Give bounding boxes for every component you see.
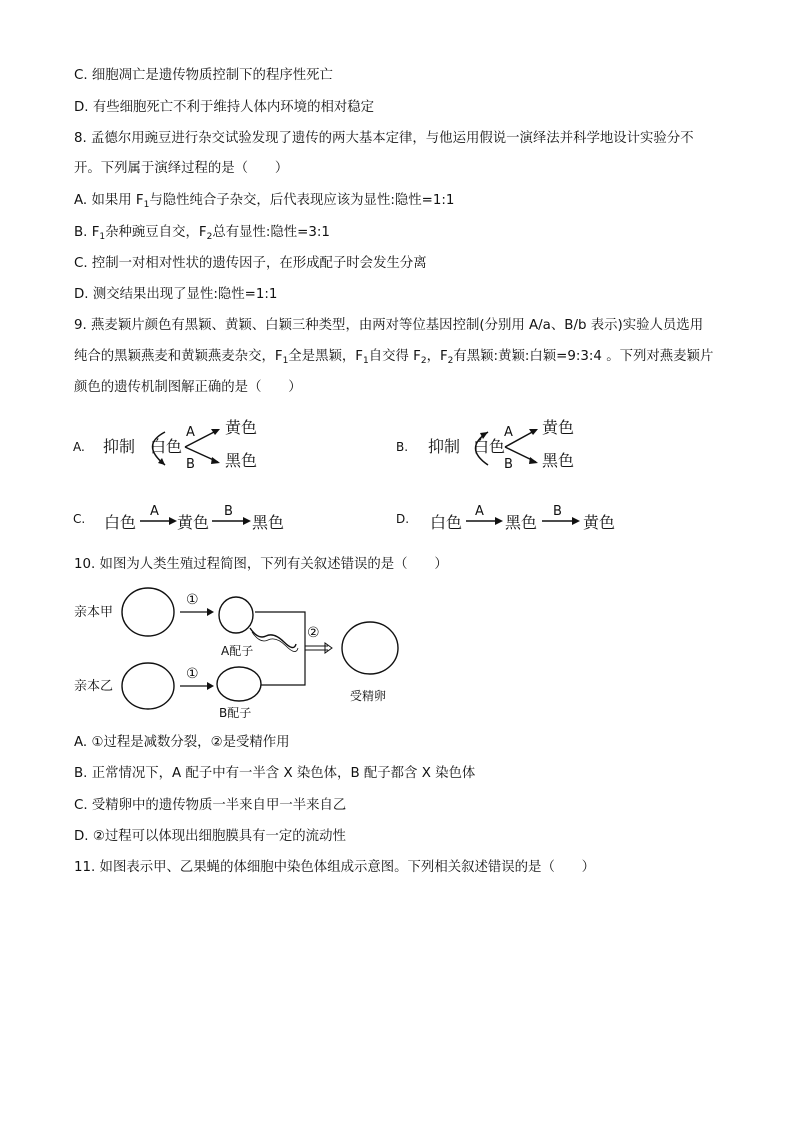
- gamete-a-cell: [219, 597, 253, 633]
- text: 有黑颖:黄颖:白颖=9:3:4 。下列对燕麦颖片: [453, 349, 714, 364]
- q9-stem-line3: 颜色的遗传机制图解正确的是（ ）: [74, 380, 302, 395]
- arrow-head: [495, 517, 503, 525]
- text: 总有显性:隐性=3:1: [212, 225, 330, 240]
- text: 纯合的黑颖燕麦和黄颖燕麦杂交，F: [74, 349, 283, 364]
- gene-b: B: [553, 504, 562, 519]
- subscript: 2: [206, 232, 213, 242]
- yellow-color: 黄色: [225, 418, 258, 437]
- q9-stem-line2: [74, 348, 713, 370]
- q9-option-c-diagram: [70, 498, 310, 538]
- yellow-color: 黄色: [542, 418, 575, 437]
- text: ，F: [426, 349, 448, 364]
- text: 自交得 F: [368, 349, 421, 364]
- q8-option-a: [74, 192, 454, 214]
- parent-b-cell: [122, 663, 174, 709]
- q8-option-b: [74, 224, 330, 246]
- subscript: 1: [99, 232, 106, 242]
- arrow-head: [325, 643, 332, 653]
- q10-option-d: D. ②过程可以体现出细胞膜具有一定的流动性: [74, 829, 346, 844]
- color-1: 白色: [104, 513, 137, 532]
- parent-a-label: 亲本甲: [74, 605, 114, 620]
- q7-option-d: D. 有些细胞死亡不利于维持人体内环境的相对稳定: [74, 100, 375, 115]
- q8-option-d: D. 测交结果出现了显性:隐性=1:1: [74, 287, 278, 302]
- color-3: 黑色: [252, 513, 285, 532]
- option-letter: C.: [73, 512, 86, 526]
- step2-label: ②: [307, 625, 320, 641]
- q9-option-a-diagram: [70, 410, 290, 475]
- q9-option-d-diagram: [393, 498, 633, 538]
- q8-stem-line2: 开。下列属于演绎过程的是（ ）: [74, 161, 289, 176]
- text: 杂种豌豆自交，F: [105, 225, 207, 240]
- parent-b-label: 亲本乙: [74, 679, 114, 694]
- arrow-head: [207, 682, 214, 690]
- gene-a: A: [150, 504, 159, 519]
- subscript: 1: [282, 356, 289, 366]
- zygote-label: 受精卵: [350, 689, 387, 703]
- black-color: 黑色: [225, 451, 258, 470]
- subscript: 2: [447, 356, 454, 366]
- gene-b: B: [224, 504, 233, 519]
- q11-stem: 11. 如图表示甲、乙果蝇的体细胞中染色体组成示意图。下列相关叙述错误的是（ ）: [74, 860, 596, 875]
- q10-option-c: C. 受精卵中的遗传物质一半来自甲一半来自乙: [74, 798, 347, 813]
- option-letter: B.: [396, 440, 409, 454]
- white-color: 白色: [150, 437, 183, 456]
- arrow-head: [529, 457, 538, 464]
- arrow-head: [207, 608, 214, 616]
- arrow-head: [529, 429, 538, 435]
- q8-stem-line1: 8. 孟德尔用豌豆进行杂交试验发现了遗传的两大基本定律，与他运用假说一演绎法并科学地设计实验分不: [74, 131, 694, 146]
- arrow-head: [572, 517, 580, 525]
- q8-option-c: C. 控制一对相对性状的遗传因子，在形成配子时会发生分离: [74, 256, 427, 271]
- q10-stem: 10. 如图为人类生殖过程简图，下列有关叙述错误的是（ ）: [74, 557, 448, 572]
- color-1: 白色: [430, 513, 463, 532]
- subscript: 1: [362, 356, 369, 366]
- q10-option-a: A. ①过程是减数分裂，②是受精作用: [74, 735, 290, 750]
- q10-reproduction-diagram: [70, 580, 410, 725]
- arrow-head: [169, 517, 177, 525]
- color-2: 黑色: [505, 513, 538, 532]
- text: B. F: [74, 225, 100, 240]
- white-color: 白色: [473, 437, 506, 456]
- gene-a: A: [186, 425, 195, 440]
- text: 全是黑颖，F: [288, 349, 363, 364]
- arrow-head: [211, 429, 220, 435]
- gene-b: B: [186, 457, 195, 472]
- black-color: 黑色: [542, 451, 575, 470]
- subscript: 2: [420, 356, 427, 366]
- option-letter: D.: [396, 512, 410, 526]
- gene-a: A: [475, 504, 484, 519]
- inhibit-label: 抑制: [428, 437, 461, 456]
- color-2: 黄色: [177, 513, 210, 532]
- zygote-cell: [342, 622, 398, 674]
- step1-label: ①: [186, 666, 199, 682]
- parent-a-cell: [122, 588, 174, 636]
- gene-a: A: [504, 425, 513, 440]
- q10-option-b: B. 正常情况下，A 配子中有一半含 X 染色体，B 配子都含 X 染色体: [74, 766, 476, 781]
- q9-option-b-diagram: [393, 410, 613, 475]
- text: 与隐性纯合子杂交，后代表现应该为显性:隐性=1:1: [149, 193, 455, 208]
- option-letter: A.: [73, 440, 85, 454]
- q9-stem-line1: 9. 燕麦颖片颜色有黑颖、黄颖、白颖三种类型，由两对等位基因控制(分别用 A/a、B/b 表示)实验人员选用: [74, 318, 704, 333]
- q7-option-c: C. 细胞凋亡是遗传物质控制下的程序性死亡: [74, 68, 333, 83]
- gamete-b-cell: [217, 667, 261, 701]
- step1-label: ①: [186, 592, 199, 608]
- color-3: 黄色: [583, 513, 616, 532]
- subscript: 1: [143, 200, 150, 210]
- gamete-a-label: A配子: [221, 644, 254, 658]
- text: A. 如果用 F: [74, 193, 144, 208]
- arrow-head: [211, 457, 220, 464]
- inhibit-label: 抑制: [103, 437, 136, 456]
- gamete-b-label: B配子: [219, 706, 252, 720]
- arrow-head: [243, 517, 251, 525]
- gene-b: B: [504, 457, 513, 472]
